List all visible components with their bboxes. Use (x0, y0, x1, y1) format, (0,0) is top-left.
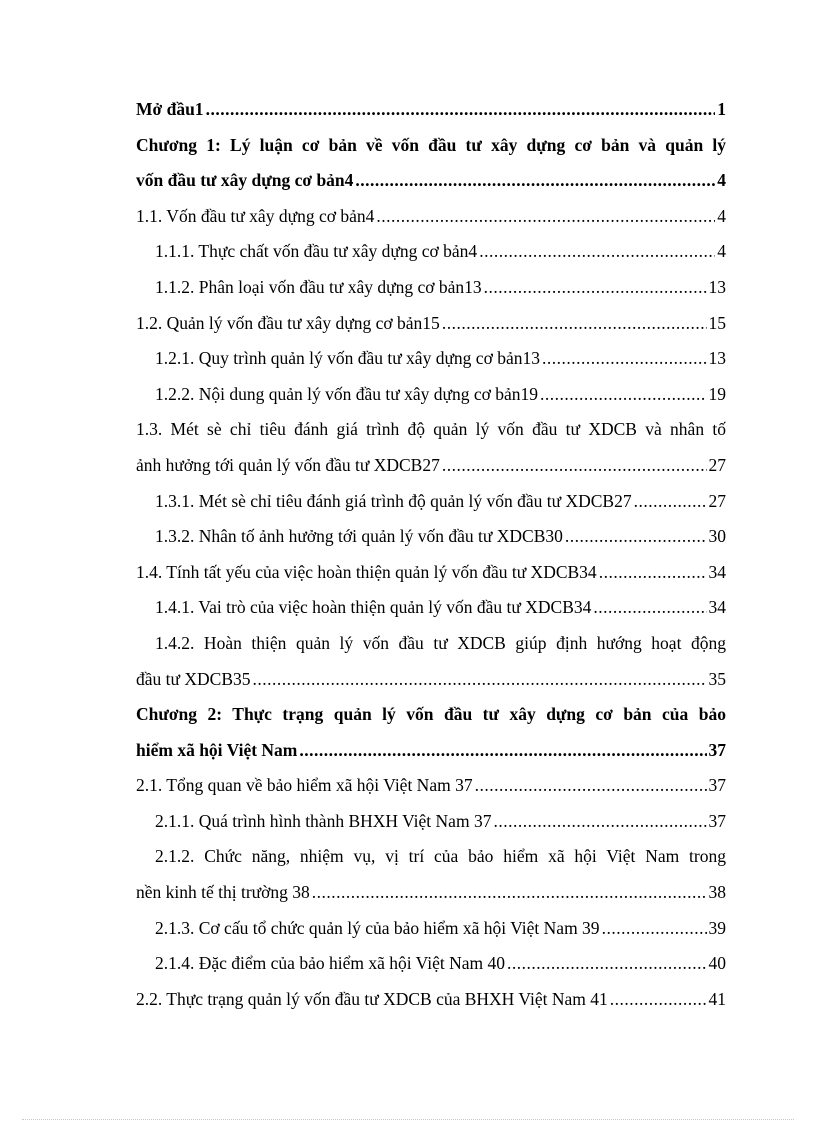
toc-entry-title: 1.1.2. Phân loại vốn đầu tư xây dựng cơ bản13 (155, 276, 482, 297)
toc-entry[interactable] (136, 199, 726, 235)
toc-entry[interactable] (136, 982, 726, 1018)
toc-entry[interactable] (136, 234, 726, 270)
toc-entry-title: đầu tư XDCB35 (136, 668, 251, 689)
toc-entry[interactable] (136, 697, 726, 768)
toc-leader-dots (484, 270, 707, 306)
toc-leader-dots (206, 92, 716, 128)
toc-page-number: 38 (708, 882, 726, 903)
toc-leader-dots (565, 519, 707, 555)
toc-entry[interactable] (136, 519, 726, 555)
toc-entry-title: vốn đầu tư xây dựng cơ bản4 (136, 170, 354, 191)
toc-entry[interactable] (136, 377, 726, 413)
page-bottom-divider (22, 1119, 794, 1120)
toc-page-number: 19 (708, 383, 726, 404)
toc-leader-dots (542, 341, 707, 377)
toc-entry-text-line: Chương 2: Thực trạng quản lý vốn đầu tư xây dựng cơ bản của bảo (136, 704, 726, 725)
toc-entry-text-line: 1.3. Mét sè chỉ tiêu đánh giá trình độ quản lý vốn đầu tư XDCB và nhân tố (136, 419, 726, 440)
toc-leader-dots (253, 662, 707, 698)
toc-entry-title: Mở đầu1 (136, 99, 204, 119)
toc-page-number: 15 (708, 312, 726, 333)
toc-entry[interactable] (136, 804, 726, 840)
toc-page-number: 13 (708, 276, 726, 297)
toc-entry-title: 1.3.2. Nhân tố ảnh hưởng tới quản lý vốn đầu tư XDCB30 (155, 526, 563, 547)
toc-entry-title: nền kinh tế thị trường 38 (136, 882, 310, 903)
toc-page-number: 13 (708, 348, 726, 369)
toc-entry[interactable] (136, 839, 726, 910)
toc-entry-title: 1.2.1. Quy trình quản lý vốn đầu tư xây dựng cơ bản13 (155, 348, 540, 369)
toc-page-number: 1 (717, 99, 726, 119)
toc-page-number: 37 (708, 810, 726, 831)
toc-entry-text-line: 1.4.2. Hoàn thiện quản lý vốn đầu tư XDCB giúp định hướng hoạt động (155, 632, 726, 653)
toc-entry[interactable] (136, 590, 726, 626)
toc-leader-dots (493, 804, 706, 840)
toc-page-number: 40 (708, 953, 726, 974)
toc-entry-title: 1.3.1. Mét sè chỉ tiêu đánh giá trình độ quản lý vốn đầu tư XDCB27 (155, 490, 632, 511)
toc-leader-dots (312, 875, 707, 911)
toc-page-number: 27 (708, 490, 726, 511)
toc-entry[interactable] (136, 555, 726, 591)
toc-entry-text-line: 2.1.2. Chức năng, nhiệm vụ, vị trí của bảo hiểm xã hội Việt Nam trong (155, 846, 726, 867)
toc-entry-title: 1.4. Tính tất yếu của việc hoàn thiện quản lý vốn đầu tư XDCB34 (136, 561, 597, 582)
toc-leader-dots (299, 733, 706, 769)
toc-leader-dots (599, 555, 707, 591)
toc-entry-title: 1.2.2. Nội dung quản lý vốn đầu tư xây dựng cơ bản19 (155, 383, 539, 404)
toc-leader-dots (376, 199, 715, 235)
toc-leader-dots (634, 484, 707, 520)
toc-leader-dots (475, 768, 707, 804)
toc-entry[interactable] (136, 768, 726, 804)
toc-entry-title: 1.2. Quản lý vốn đầu tư xây dựng cơ bản15 (136, 312, 440, 333)
toc-page-number: 4 (717, 205, 726, 226)
toc-entry-title: 2.2. Thực trạng quản lý vốn đầu tư XDCB của BHXH Việt Nam 41 (136, 988, 608, 1009)
toc-entry-title: 2.1.4. Đặc điểm của bảo hiểm xã hội Việt Nam 40 (155, 953, 505, 974)
toc-entry-title: 1.1. Vốn đầu tư xây dựng cơ bản4 (136, 205, 375, 226)
toc-leader-dots (507, 946, 707, 982)
toc-entry[interactable] (136, 484, 726, 520)
toc-leader-dots (540, 377, 706, 413)
toc-entry[interactable] (136, 911, 726, 947)
toc-leader-dots (442, 306, 707, 342)
toc-entry[interactable] (136, 306, 726, 342)
toc-entry[interactable] (136, 626, 726, 697)
toc-entry[interactable] (136, 270, 726, 306)
toc-page-number: 35 (708, 668, 726, 689)
toc-page-number: 30 (708, 526, 726, 547)
toc-entry-title: 2.1.3. Cơ cấu tổ chức quản lý của bảo hiểm xã hội Việt Nam 39 (155, 917, 600, 938)
toc-leader-dots (610, 982, 707, 1018)
toc-entry[interactable] (136, 412, 726, 483)
toc-entry[interactable] (136, 92, 726, 128)
toc-leader-dots (355, 163, 715, 199)
toc-entry-title: 2.1. Tổng quan về bảo hiểm xã hội Việt Nam 37 (136, 775, 473, 796)
toc-entry[interactable] (136, 128, 726, 199)
toc-leader-dots (479, 234, 715, 270)
toc-page-number: 34 (708, 597, 726, 618)
toc-entry[interactable] (136, 946, 726, 982)
toc-entry-title: ảnh hưởng tới quản lý vốn đầu tư XDCB27 (136, 454, 440, 475)
toc-leader-dots (602, 911, 707, 947)
toc-page-number: 4 (717, 170, 726, 191)
toc-entry[interactable] (136, 341, 726, 377)
toc-page-number: 34 (708, 561, 726, 582)
toc-page-number: 27 (708, 454, 726, 475)
toc-entry-text-line: Chương 1: Lý luận cơ bản về vốn đầu tư xây dựng cơ bản và quản lý (136, 134, 726, 155)
toc-page-number: 37 (708, 775, 726, 796)
toc-entry-title: 2.1.1. Quá trình hình thành BHXH Việt Nam 37 (155, 810, 492, 831)
toc-leader-dots (442, 448, 707, 484)
table-of-contents (136, 92, 726, 1017)
toc-entry-title: 1.1.1. Thực chất vốn đầu tư xây dựng cơ bản4 (155, 241, 478, 262)
toc-page-number: 4 (717, 241, 726, 262)
toc-page-number: 41 (708, 988, 726, 1009)
toc-page-number: 39 (708, 917, 726, 938)
toc-entry-title: hiểm xã hội Việt Nam (136, 739, 298, 760)
toc-leader-dots (593, 590, 706, 626)
toc-entry-title: 1.4.1. Vai trò của việc hoàn thiện quản lý vốn đầu tư XDCB34 (155, 597, 592, 618)
toc-page-number: 37 (708, 739, 726, 760)
